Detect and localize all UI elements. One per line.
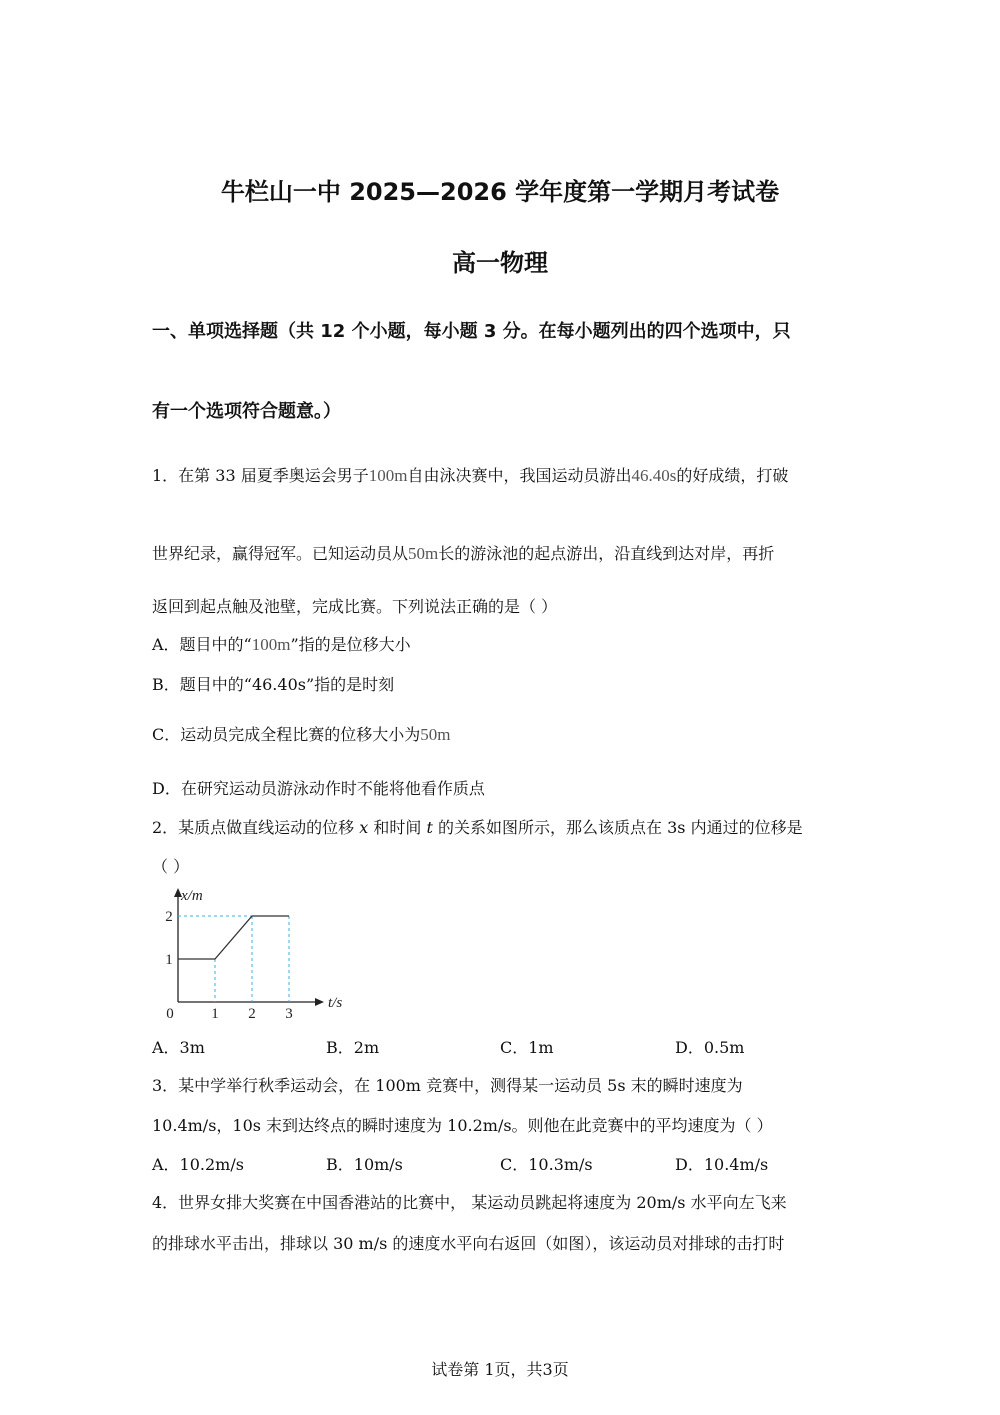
option-math: 100m	[251, 635, 291, 654]
q3-option-b[interactable]: B．10m/s	[326, 1155, 403, 1174]
q1-text: 长的游泳池的起点游出，沿直线到达对岸，再折	[438, 544, 775, 563]
q2-option-a[interactable]: A．3m	[152, 1038, 205, 1057]
x-axis-arrow	[315, 998, 324, 1006]
q2-text: 和时间	[368, 818, 427, 837]
exam-subtitle: 高一物理	[452, 249, 548, 277]
y-tick-label-1: 1	[165, 952, 173, 968]
xt-data-line	[178, 916, 289, 959]
exam-title: 牛栏山一中 2025—2026 学年度第一学期月考试卷	[220, 178, 780, 206]
x-tick-label-1: 1	[211, 1006, 219, 1022]
y-axis-label: x/m	[181, 888, 203, 904]
q1-math-50m: 50m	[408, 544, 439, 563]
x-axis-label: t/s	[328, 995, 343, 1011]
q4-line2: 的排球水平击出，排球以 30 m/s 的速度水平向右返回（如图），该运动员对排球的击打时	[152, 1234, 785, 1253]
x-tick-label-3: 3	[285, 1006, 293, 1022]
q1-text: 的好成绩，打破	[676, 466, 789, 485]
xt-graph	[150, 880, 350, 1025]
option-text: C．运动员完成全程比赛的位移大小为	[152, 725, 421, 744]
q1-option-c[interactable]	[152, 722, 450, 745]
x-tick-label-0: 0	[166, 1006, 174, 1022]
q2-option-b[interactable]: B．2m	[326, 1038, 380, 1057]
x-tick-label-2: 2	[248, 1006, 256, 1022]
option-text: A．题目中的“	[152, 635, 252, 654]
q3-line2: 10.4m/s，10s 末到达终点的瞬时速度为 10.2m/s。则他在此竞赛中的平均速度为（ ）	[152, 1116, 773, 1135]
q2-option-c[interactable]: C．1m	[500, 1038, 554, 1057]
q1-line1	[152, 463, 788, 486]
q2-text: 2．某质点做直线运动的位移	[152, 818, 360, 837]
q2-option-d[interactable]: D．0.5m	[675, 1038, 745, 1057]
q4-line1: 4．世界女排大奖赛在中国香港站的比赛中， 某运动员跳起将速度为 20m/s 水平向左飞来	[152, 1193, 787, 1212]
section-heading-line2: 有一个选项符合题意。）	[152, 401, 341, 422]
q1-text: 自由泳决赛中，我国运动员游出	[407, 466, 632, 485]
q1-option-d[interactable]: D．在研究运动员游泳动作时不能将他看作质点	[152, 779, 485, 798]
q2-var-x: x	[359, 818, 369, 837]
q1-option-a[interactable]	[152, 632, 411, 655]
q2-text: 的关系如图所示，那么该质点在 3s 内通过的位移是	[432, 818, 803, 837]
q3-option-d[interactable]: D．10.4m/s	[675, 1155, 769, 1174]
q1-math-100m: 100m	[368, 466, 408, 485]
option-math: 50m	[420, 725, 451, 744]
q3-option-c[interactable]: C．10.3m/s	[500, 1155, 593, 1174]
option-text: ”指的是位移大小	[290, 635, 411, 654]
q2-line2: （ ）	[152, 857, 190, 876]
q1-text: 1．在第 33 届夏季奥运会男子	[152, 466, 369, 485]
q3-option-a[interactable]: A．10.2m/s	[152, 1155, 244, 1174]
q1-option-b[interactable]: B．题目中的“46.40s”指的是时刻	[152, 675, 395, 694]
page-footer: 试卷第 1页，共3页	[431, 1360, 569, 1379]
q2-line1	[152, 815, 803, 838]
q1-text: 世界纪录，赢得冠军。已知运动员从	[152, 544, 409, 563]
section-heading-line1: 一、单项选择题（共 12 个小题，每小题 3 分。在每小题列出的四个选项中，只	[152, 321, 791, 342]
y-tick-label-2: 2	[165, 909, 173, 925]
q1-line3: 返回到起点触及池壁，完成比赛。下列说法正确的是（ ）	[152, 597, 558, 616]
q1-line2	[152, 541, 774, 564]
q3-line1: 3．某中学举行秋季运动会，在 100m 竞赛中，测得某一运动员 5s 末的瞬时速度为	[152, 1076, 743, 1095]
q2-var-t: t	[426, 818, 433, 837]
q1-math-4640s: 46.40s	[631, 466, 677, 485]
